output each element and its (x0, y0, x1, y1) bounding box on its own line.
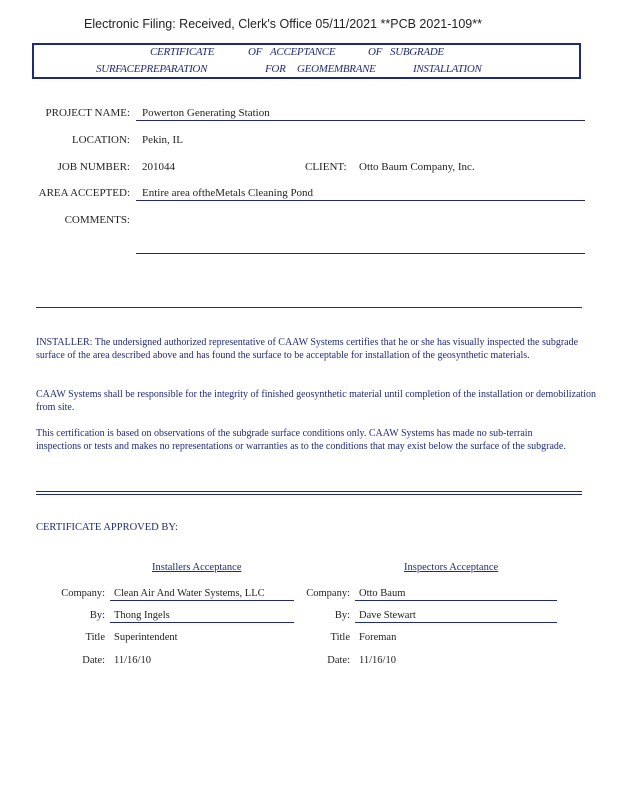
inspector-title-label: Title (330, 632, 350, 643)
title-word: OF (248, 46, 263, 58)
client-value: Otto Baum Company, Inc. (359, 161, 475, 173)
title-word: INSTALLATION (413, 63, 482, 75)
title-word: OF (368, 46, 383, 58)
inspector-by-label: By: (334, 610, 350, 621)
installer-company-line (110, 588, 294, 601)
client-label: CLIENT: (305, 161, 347, 173)
installer-date-label: Date: (82, 655, 105, 666)
installer-company-value: Clean Air And Water Systems, LLC (114, 588, 265, 599)
inspector-company-value: Otto Baum (359, 588, 406, 599)
installer-by-value: Thong Ingels (114, 610, 170, 621)
job-number-value: 201044 (142, 161, 175, 173)
title-word: SURFACEPREPARATION (96, 63, 208, 75)
double-rule-top (36, 491, 582, 492)
installer-by-label: By: (89, 610, 105, 621)
inspector-title-value: Foreman (359, 632, 397, 643)
approved-by-heading: CERTIFICATE APPROVED BY: (36, 522, 178, 533)
section-divider (36, 307, 582, 308)
inspector-date-value: 11/16/10 (359, 655, 396, 666)
title-word: GEOMEMBRANE (297, 63, 376, 75)
comments-line (136, 253, 585, 254)
area-accepted-value: Entire area oftheMetals Cleaning Pond (142, 187, 314, 199)
title-word: SUBGRADE (390, 46, 444, 58)
installer-paragraph: INSTALLER: The undersigned authorized representative of CAAW Systems certifies that he or she has visually inspected the subgrade surface of the area described above and has found the surface to be acceptable for installation of the geosynthetic materials. (36, 337, 579, 361)
project-name-label: PROJECT NAME: (45, 107, 130, 119)
title-word: ACCEPTANCE (270, 46, 336, 58)
location-label: LOCATION: (71, 134, 130, 146)
title-word: CERTIFICATE (150, 46, 215, 58)
certification-paragraph: This certification is based on observations of the subgrade surface conditions only. CAAW Systems has made no sub-terrain inspections or tests and makes no representations or warranties as to the conditions that may exist below the surface of the subgrade. (36, 428, 566, 452)
installer-date-value: 11/16/10 (114, 655, 151, 666)
installers-acceptance-heading: Installers Acceptance (152, 562, 242, 573)
responsibility-paragraph: CAAW Systems shall be responsible for the integrity of finished geosynthetic material until completion of the installation or demobilization from site. (36, 389, 597, 413)
area-accepted-line (136, 187, 585, 201)
inspector-by-line (355, 610, 557, 623)
inspector-company-label: Company: (306, 588, 350, 599)
inspector-date-label: Date: (327, 655, 350, 666)
installer-title-label: Title (85, 632, 105, 643)
comments-label: COMMENTS: (64, 214, 130, 226)
installer-company-label: Company: (61, 588, 105, 599)
certificate-title-box (32, 43, 581, 79)
project-name-value: Powerton Generating Station (142, 107, 270, 119)
inspector-by-value: Dave Stewart (359, 610, 416, 621)
area-accepted-label: AREA ACCEPTED: (38, 187, 130, 199)
location-value: Pekin, IL (142, 134, 183, 146)
installer-by-line (110, 610, 294, 623)
inspector-company-line (355, 588, 557, 601)
project-name-line (136, 107, 585, 121)
job-number-label: JOB NUMBER: (57, 161, 130, 173)
double-rule-bottom (36, 494, 582, 495)
installer-title-value: Superintendent (114, 632, 178, 643)
inspectors-acceptance-heading: Inspectors Acceptance (404, 562, 499, 573)
title-word: FOR (265, 63, 286, 75)
filing-header: Electronic Filing: Received, Clerk's Office 05/11/2021 **PCB 2021-109** (84, 17, 482, 31)
